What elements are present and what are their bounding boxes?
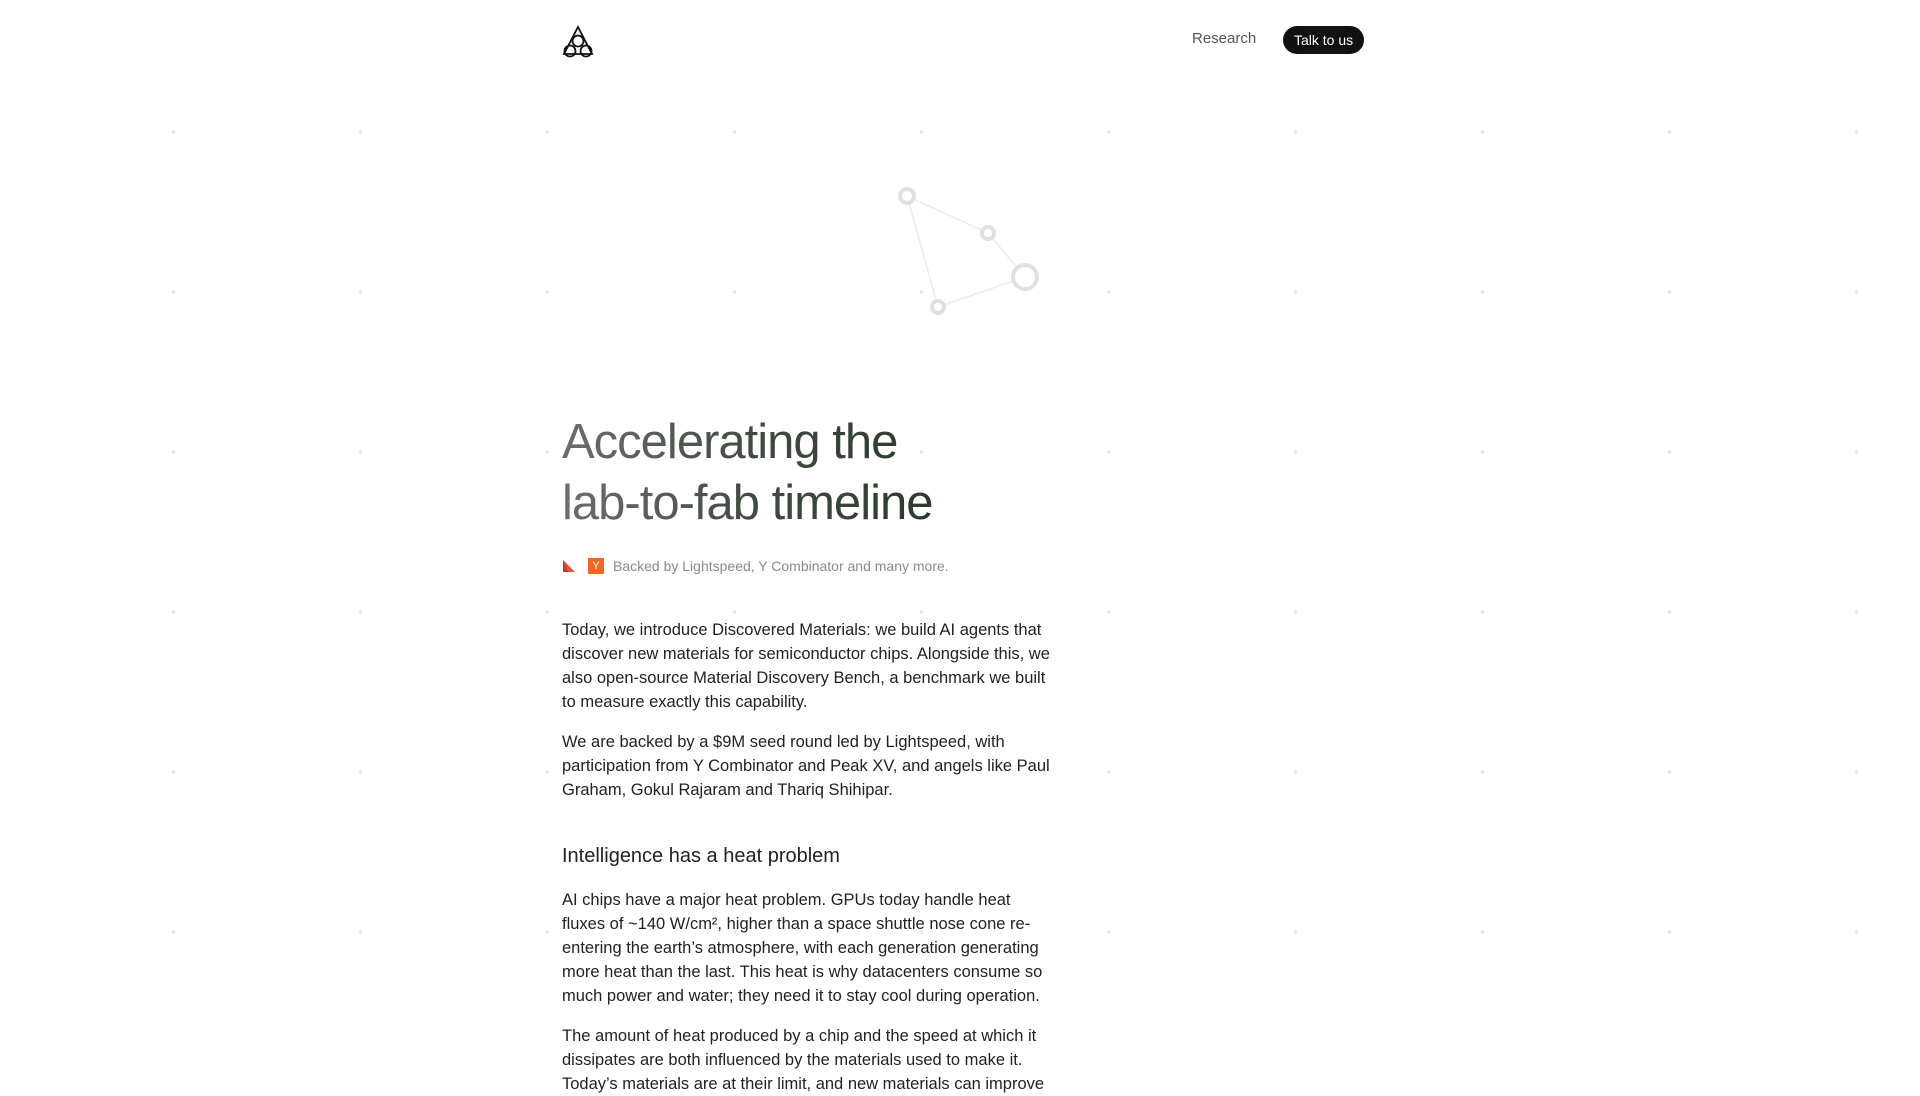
intro-paragraph: Today, we introduce Discovered Materials: we build AI agents that discover new materials for semiconductor chips. Alongside this, we also open-source Material Discovery Bench, a benchmark we built to measure exactly this capability. (562, 621, 1050, 711)
yc-icon: Y (588, 558, 604, 574)
page-title (562, 412, 1052, 534)
page-title-line-1: Accelerating the (562, 415, 898, 469)
nav-link-research[interactable]: Research (1192, 30, 1257, 47)
molecule-graph-icon (880, 180, 1050, 330)
materials-paragraph: The amount of heat produced by a chip and the speed at which it dissipates are both influenced by the materials used to make it. Today’s materials are at their limit, and new materials can improve (562, 1027, 1045, 1093)
heat-paragraph: AI chips have a major heat problem. GPUs today handle heat fluxes of ~140 W/cm², higher than a space shuttle nose cone re-entering the earth’s atmosphere, with each generation generating more heat than the last. This heat is why datacenters consume so much power and water; they need it to stay cool during operation. (562, 891, 1043, 1005)
section-heading: Intelligence has a heat problem (562, 845, 840, 867)
lightspeed-icon (562, 559, 576, 573)
top-navigation-bar (0, 0, 1920, 100)
backers-row (562, 556, 1052, 576)
article-content (562, 412, 1052, 1096)
funding-paragraph: We are backed by a $9M seed round led by Lightspeed, with participation from Y Combinator and Peak XV, and angels like Paul Graham, Gokul Rajaram and Thariq Shihipar. (562, 733, 1050, 799)
backers-text: Backed by Lightspeed, Y Combinator and many more. (613, 558, 949, 574)
talk-to-us-button[interactable]: Talk to us (1283, 26, 1364, 54)
triangle-knot-logo-icon[interactable] (561, 24, 595, 58)
page-title-line-2: lab-to-fab timeline (562, 476, 933, 530)
